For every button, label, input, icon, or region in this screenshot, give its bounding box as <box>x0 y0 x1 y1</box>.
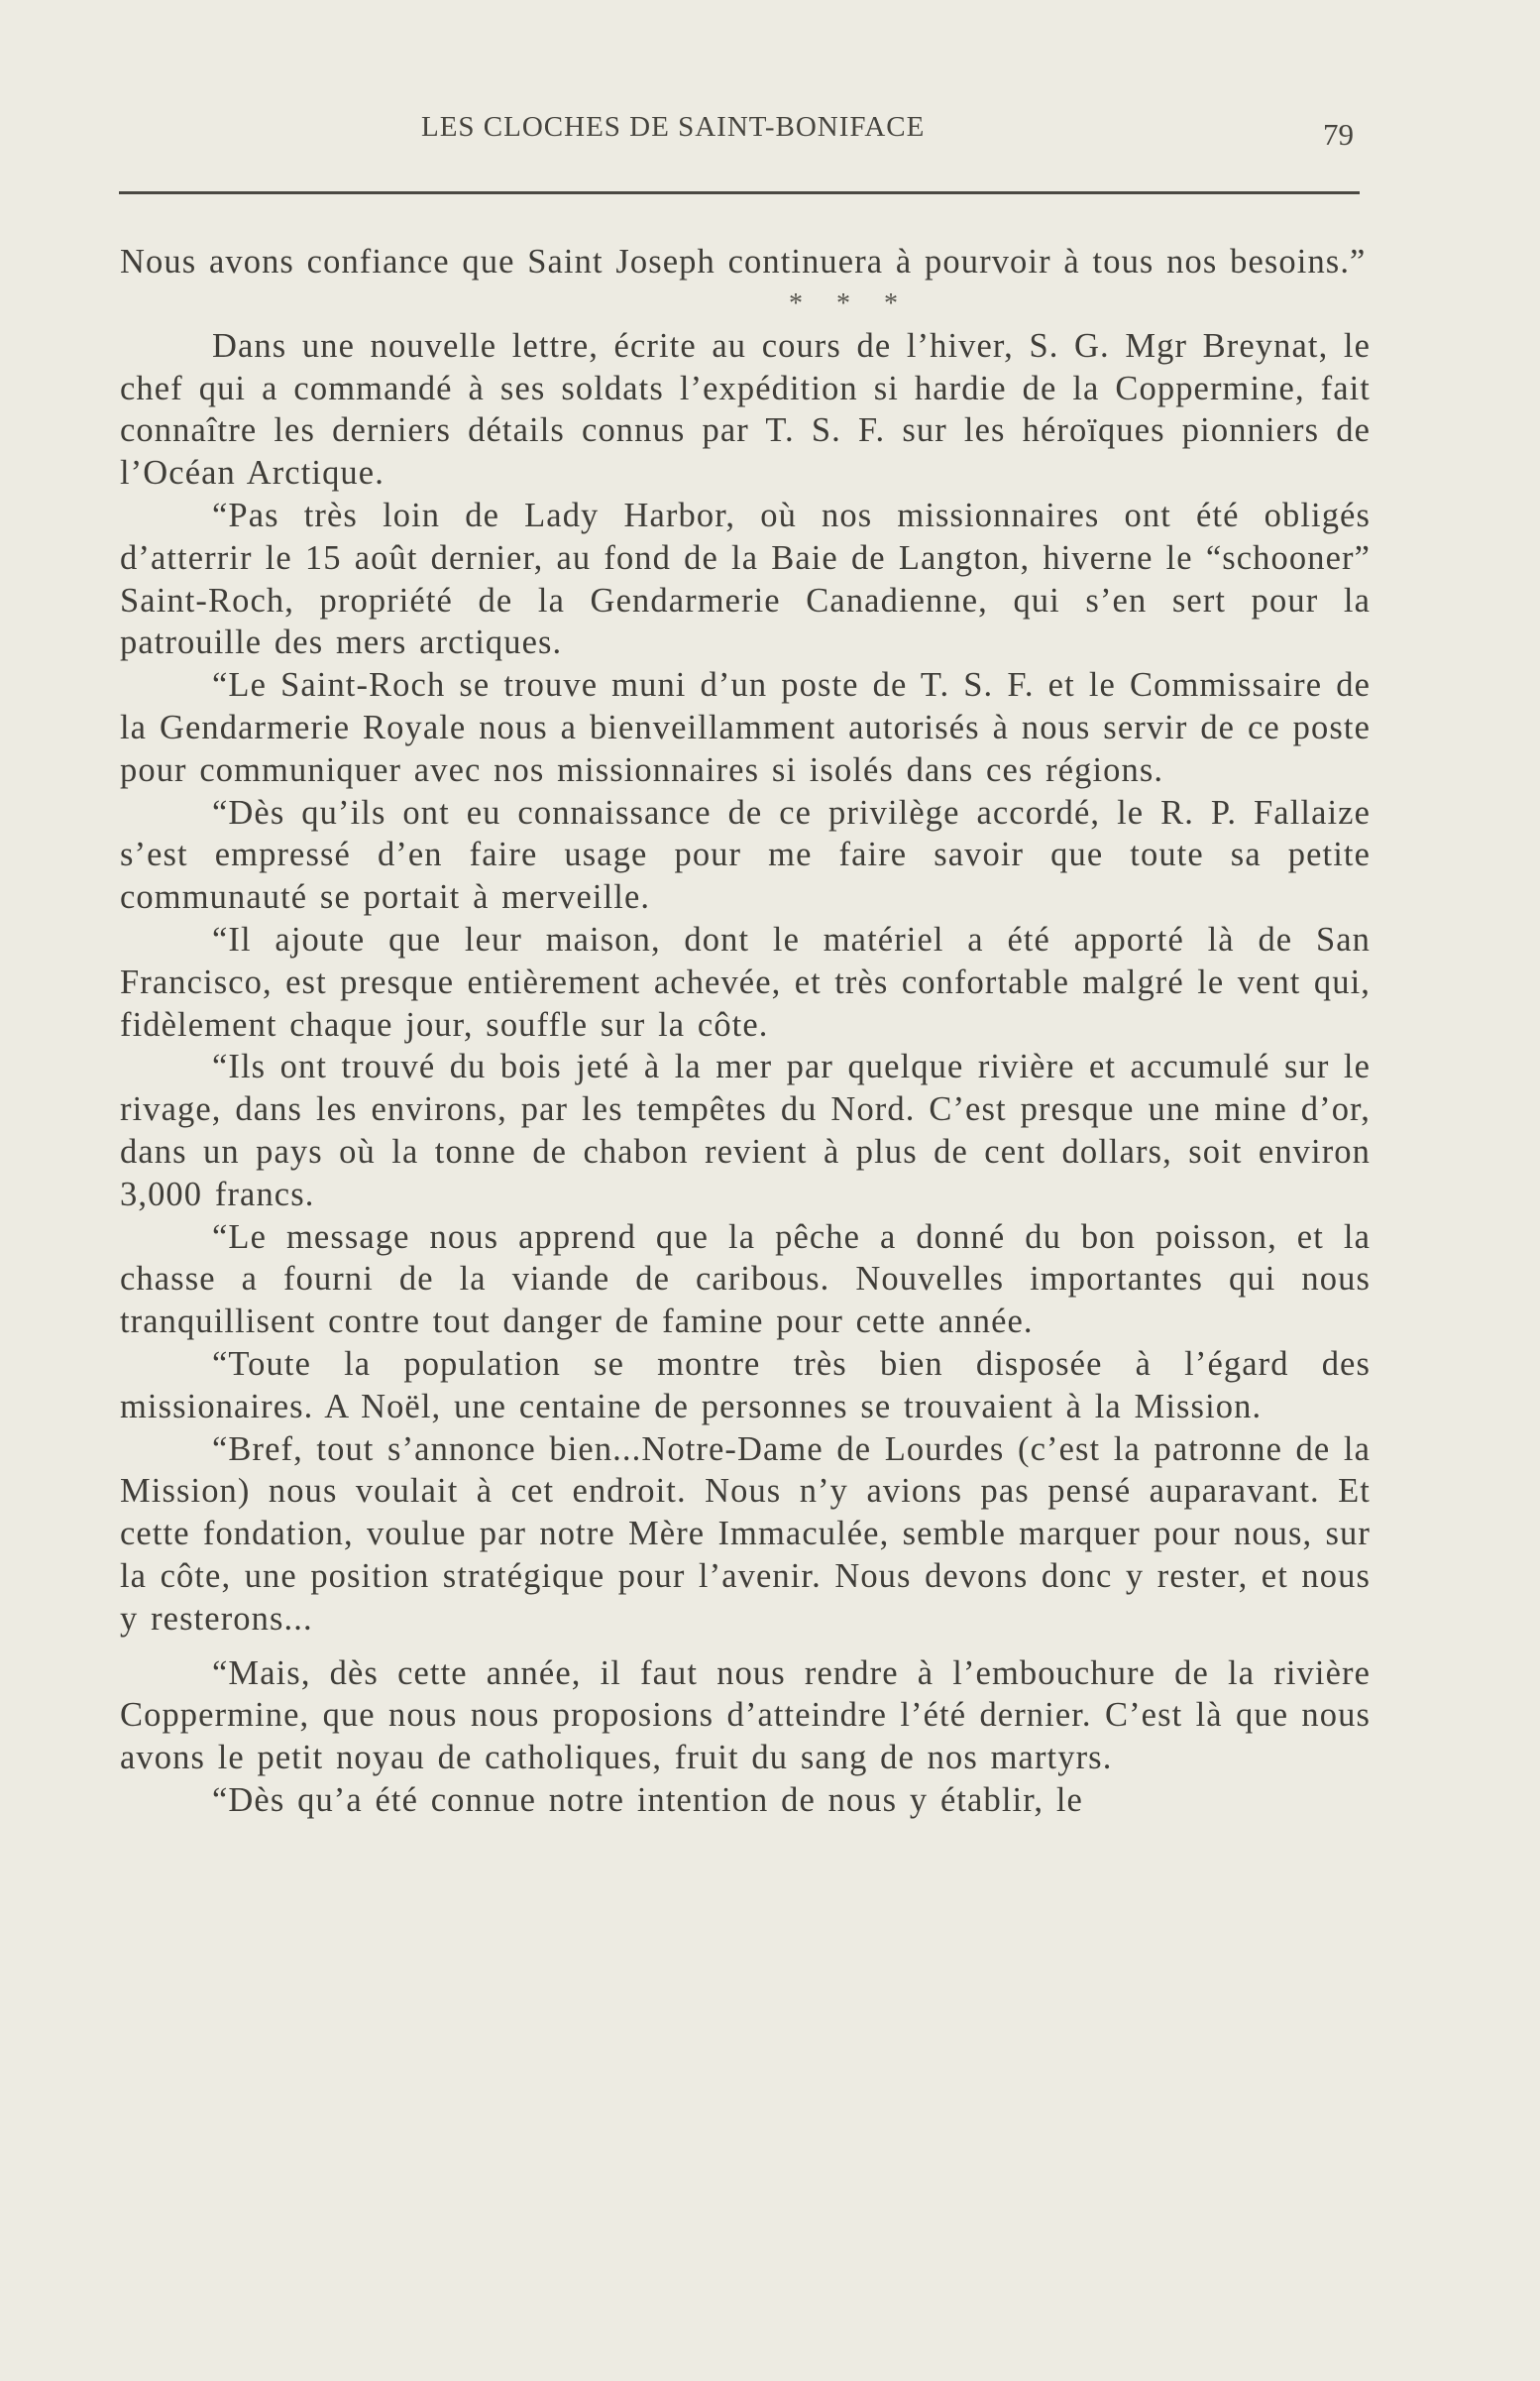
paragraph: “Il ajoute que leur maison, dont le matériel a été apporté là de San Francisco, est presque entièrement achevée, et très confortable malgré le vent qui, fidèlement chaque jour, souffle sur la côte. <box>120 920 1371 1044</box>
section-separator: * * * <box>789 287 910 319</box>
paragraph: “Pas très loin de Lady Harbor, où nos missionnaires ont été obligés d’atterrir le 15 août dernier, au fond de la Baie de Langton, hiverne le “schooner” Saint-Roch, propriété de la Gendarmerie Canadienne, qui s’en sert pour la patrouille des mers arctiques. <box>120 496 1371 662</box>
continuation-paragraph: Nous avons confiance que Saint Joseph continuera à pourvoir à tous nos besoins.” <box>120 243 1367 281</box>
paragraph: “Ils ont trouvé du bois jeté à la mer par quelque rivière et accumulé sur le rivage, dans les environs, par les tempêtes du Nord. C’est presque une mine d’or, dans un pays où la tonne de chabon revient à plus de cent dollars, soit environ 3,000 francs. <box>120 1048 1371 1213</box>
paragraph: “Le Saint-Roch se trouve muni d’un poste de T. S. F. et le Commissaire de la Gendarmerie Royale nous a bienveillamment autorisés à nous servir de ce poste pour communiquer avec nos missionnaires si isolés dans ces régions. <box>120 666 1371 789</box>
body-text <box>120 241 1371 1822</box>
paragraph: “Dès qu’ils ont eu connaissance de ce privilège accordé, le R. P. Fallaize s’est empressé d’en faire usage pour me faire savoir que toute sa petite communauté se portait à merveille. <box>120 793 1371 917</box>
paragraph: “Le message nous apprend que la pêche a donné du bon poisson, et la chasse a fourni de la viande de caribous. Nouvelles importantes qui nous tranquillisent contre tout danger de famine pour cette année. <box>120 1217 1371 1341</box>
paragraph: Dans une nouvelle lettre, écrite au cours de l’hiver, S. G. Mgr Breynat, le chef qui a commandé à ses soldats l’expédition si hardie de la Coppermine, fait connaître les derniers détails connus par T. S. F. sur les héroïques pionniers de l’Océan Arctique. <box>120 326 1371 493</box>
paragraph: “Mais, dès cette année, il faut nous rendre à l’embouchure de la rivière Coppermine, que nous nous proposions d’atteindre l’été dernier. C’est là que nous avons le petit noyau de catholiques, fruit du sang de nos martyrs. <box>120 1653 1371 1777</box>
page-number: 79 <box>1323 117 1354 152</box>
paragraph: “Dès qu’a été connue notre intention de nous y établir, le <box>212 1780 1083 1819</box>
header-rule <box>119 191 1360 194</box>
paragraph: “Toute la population se montre très bien disposée à l’égard des missionaires. A Noël, une centaine de personnes se trouvaient à la Mission. <box>120 1344 1371 1425</box>
paragraph: “Bref, tout s’annonce bien...Notre-Dame de Lourdes (c’est la patronne de la Mission) nous voulait à cet endroit. Nous n’y avions pas pensé auparavant. Et cette fondation, voulue par notre Mère Immaculée, semble marquer pour nous, sur la côte, une position stratégique pour l’avenir. Nous devons donc y rester, et nous y resterons... <box>120 1429 1371 1638</box>
running-head: LES CLOCHES DE SAINT-BONIFACE <box>421 111 926 143</box>
